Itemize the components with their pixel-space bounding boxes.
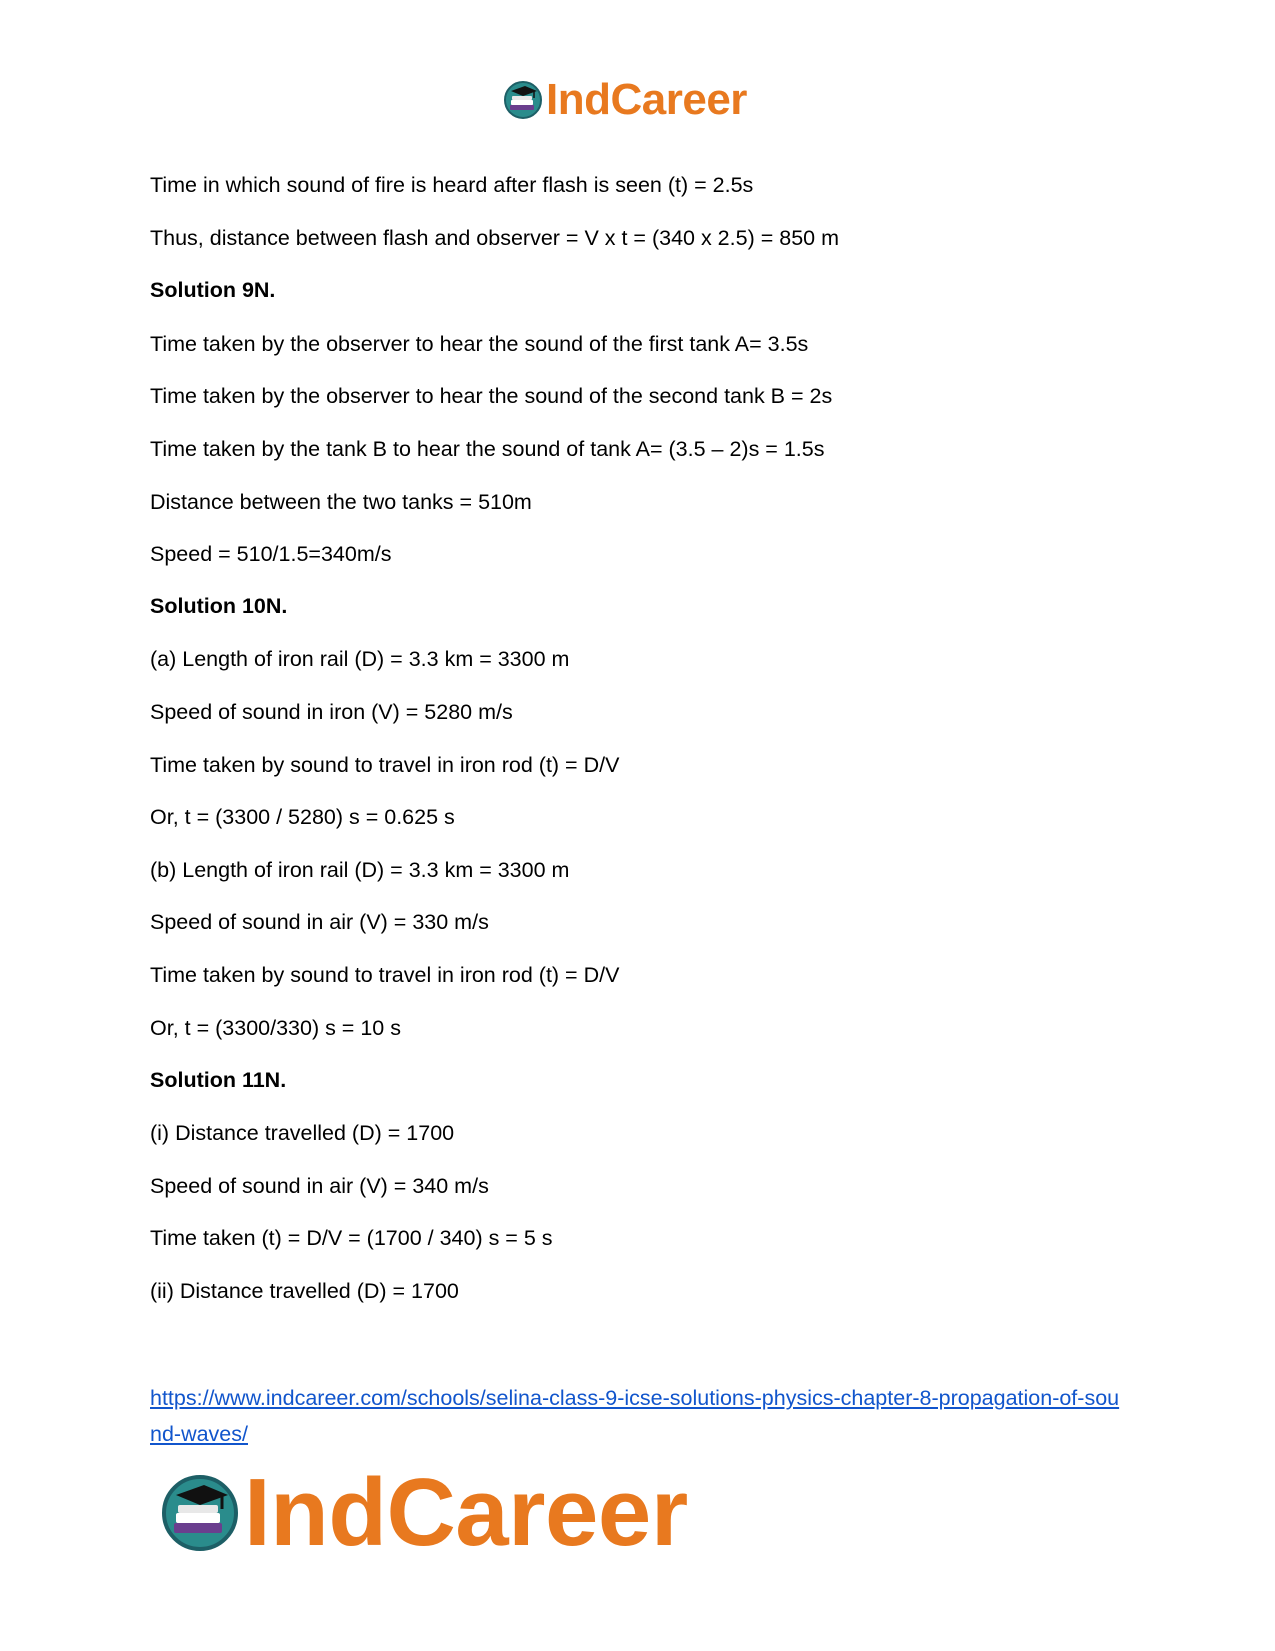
text-line: Speed of sound in air (V) = 330 m/s (150, 910, 489, 934)
source-link[interactable]: https://www.indcareer.com/schools/selina-class-9-icse-solutions-physics-chapter-8-propagation-of-sound-waves/ (150, 1386, 1120, 1446)
text-line: (ii) Distance travelled (D) = 1700 (150, 1279, 459, 1303)
text-line: Time taken by the observer to hear the sound of the second tank B = 2s (150, 384, 833, 408)
text-line: Time in which sound of fire is heard after flash is seen (t) = 2.5s (150, 173, 754, 197)
indcareer-logo-top (503, 75, 747, 124)
text-line: (i) Distance travelled (D) = 1700 (150, 1121, 455, 1145)
logo-wordmark: IndCareer (244, 1459, 688, 1566)
text-line: (a) Length of iron rail (D) = 3.3 km = 3300 m (150, 647, 570, 671)
text-line: Distance between the two tanks = 510m (150, 490, 532, 514)
text-line: Time taken (t) = D/V = (1700 / 340) s = 5 s (150, 1226, 553, 1250)
graduation-book-icon (160, 1473, 240, 1553)
solution-heading: Solution 10N. (150, 594, 288, 618)
text-line: Time taken by the tank B to hear the sound of tank A= (3.5 – 2)s = 1.5s (150, 437, 825, 461)
logo-wordmark: IndCareer (546, 75, 747, 124)
text-line: Speed of sound in air (V) = 340 m/s (150, 1174, 489, 1198)
text-line: Thus, distance between flash and observer = V x t = (340 x 2.5) = 850 m (150, 226, 839, 250)
text-line: Speed of sound in iron (V) = 5280 m/s (150, 700, 513, 724)
indcareer-logo-bottom (160, 1459, 688, 1566)
text-line: (b) Length of iron rail (D) = 3.3 km = 3300 m (150, 858, 570, 882)
text-line: Or, t = (3300 / 5280) s = 0.625 s (150, 805, 455, 829)
text-line: Speed = 510/1.5=340m/s (150, 542, 392, 566)
text-line: Time taken by sound to travel in iron rod (t) = D/V (150, 753, 620, 777)
text-line: Time taken by sound to travel in iron rod (t) = D/V (150, 963, 620, 987)
solution-heading: Solution 9N. (150, 278, 276, 302)
solution-heading: Solution 11N. (150, 1068, 287, 1092)
text-line: Time taken by the observer to hear the sound of the first tank A= 3.5s (150, 332, 809, 356)
text-line: Or, t = (3300/330) s = 10 s (150, 1016, 401, 1040)
graduation-book-icon (503, 80, 543, 120)
